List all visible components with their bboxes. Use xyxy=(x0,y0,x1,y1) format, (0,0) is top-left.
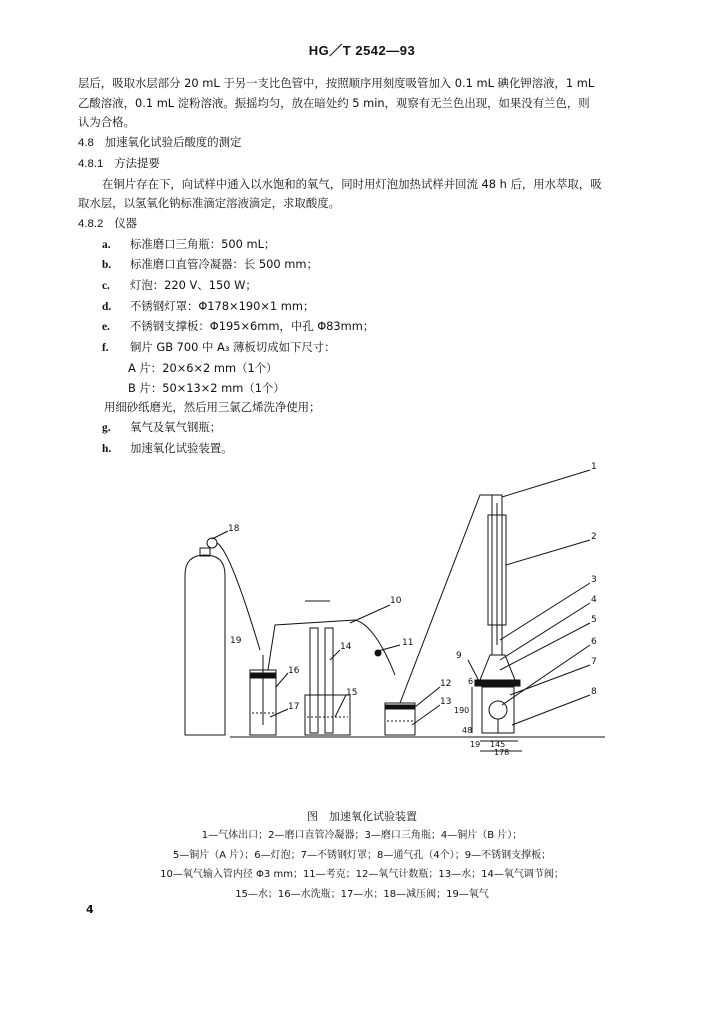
legend-line: 10—氧气输入管内径 Φ3 mm；11—考克；12—氧气计数瓶；13—水；14—氧气调节阀； xyxy=(160,869,564,880)
figure-legend xyxy=(0,826,724,904)
leader-10 xyxy=(350,605,390,623)
leader-6 xyxy=(502,645,590,705)
leader-16 xyxy=(276,673,288,687)
section-number: 4.8 xyxy=(78,137,94,150)
conical-flask xyxy=(480,655,515,680)
support-plate xyxy=(475,680,520,686)
callout-6: 6 xyxy=(591,637,597,647)
oxygen-cylinder xyxy=(185,555,225,735)
dim-178: 178 xyxy=(494,748,510,755)
document-body xyxy=(78,74,658,459)
list-item: f. 铜片 GB 700 中 A₃ 薄板切成如下尺寸： xyxy=(102,340,336,355)
callout-4: 4 xyxy=(591,595,597,605)
legend-line: 15—水；16—水洗瓶；17—水；18—减压阀；19—氧气 xyxy=(235,888,489,900)
sub-item-a: A 片：20×6×2 mm（1个） xyxy=(128,360,278,375)
callout-11: 11 xyxy=(402,638,414,648)
page-header xyxy=(0,40,724,59)
continued-line-1: 层后，吸取水层部分 20 mL 于另一支比色管中，按照顺序用刻度吸管加入 0.1 mL 碘化钾溶液，1 mL xyxy=(78,76,595,90)
dim-6: 6 xyxy=(468,677,474,686)
sub-item-b: B 片：50×13×2 mm（1个） xyxy=(128,380,285,395)
dim-145: 145 xyxy=(490,740,506,749)
leader-1 xyxy=(502,470,590,497)
callout-15: 15 xyxy=(346,688,358,698)
method-line-2: 取水层，以氢氧化钠标准滴定溶液滴定，求取酸度。 xyxy=(78,196,340,211)
list-item: h. 加速氧化试验装置。 xyxy=(102,440,233,455)
callout-5: 5 xyxy=(591,615,597,625)
leader-14 xyxy=(330,650,340,660)
callout-3: 3 xyxy=(591,575,597,585)
figure-caption: 图 加速氧化试验装置 xyxy=(307,810,417,823)
legend-line: 5—铜片（A 片）；6—灯泡；7—不锈钢灯罩；8—通气孔（4个）；9—不锈钢支撑板； xyxy=(172,849,552,861)
section-title: 加速氧化试验后酸度的测定 xyxy=(104,135,242,150)
section-4-8-2-heading xyxy=(78,214,658,235)
callout-19: 19 xyxy=(230,636,242,646)
leader-2 xyxy=(506,540,590,565)
counting-bottle-stopper xyxy=(385,705,415,709)
continued-line-2: 乙酸溶液，0.1 mL 淀粉溶液。振摇均匀，放在暗处约 5 min，观察有无兰色出现，如果没有兰色，则 xyxy=(78,95,590,110)
leader-15 xyxy=(335,695,346,717)
callout-7: 7 xyxy=(591,657,597,667)
leader-18 xyxy=(212,531,228,539)
list-item: c. 灯泡：220 V、150 W； xyxy=(102,278,257,293)
callout-18: 18 xyxy=(228,524,240,534)
dim-19: 19 xyxy=(470,740,481,749)
leader-13 xyxy=(412,705,440,725)
page-number: 4 xyxy=(86,903,94,916)
section-4-8-heading xyxy=(78,133,658,154)
leader-8 xyxy=(512,695,590,725)
leader-7 xyxy=(510,665,590,695)
apparatus-diagram xyxy=(150,455,620,755)
section-number: 4.8.2 xyxy=(78,217,104,230)
callout-2: 2 xyxy=(591,532,597,542)
list-item: g. 氧气及氧气钢瓶； xyxy=(102,419,222,434)
callout-16: 16 xyxy=(288,666,300,676)
section-number: 4.8.1 xyxy=(78,157,104,170)
reducing-valve xyxy=(207,538,217,548)
list-item: d. 不锈钢灯罩：Φ178×190×1 mm； xyxy=(102,298,315,313)
dim-48: 48 xyxy=(462,726,473,735)
continued-line-3: 认为合格。 xyxy=(78,115,135,130)
callout-17: 17 xyxy=(288,702,300,712)
callout-10: 10 xyxy=(390,596,402,606)
list-item: e. 不锈钢支撑板：Φ195×6mm，中孔 Φ83mm； xyxy=(102,319,375,334)
standard-number: HG／T 2542—93 xyxy=(308,43,416,58)
callout-13: 13 xyxy=(440,697,452,707)
oxygen-tube xyxy=(217,543,260,650)
leader-5 xyxy=(500,623,590,670)
apparatus-figure xyxy=(150,455,620,755)
legend-line: 1—气体出口；2—磨口直管冷凝器；3—磨口三角瓶；4—铜片（B 片）； xyxy=(201,830,523,841)
leader-12 xyxy=(415,687,440,707)
callout-8: 8 xyxy=(591,687,597,697)
list-item: a. 标准磨口三角瓶：500 mL； xyxy=(102,236,276,251)
list-item: b. 标准磨口直管冷凝器：长 500 mm； xyxy=(102,257,318,272)
section-title: 方法提要 xyxy=(114,155,160,170)
callout-14: 14 xyxy=(340,642,352,652)
oxygen-input-tube xyxy=(400,495,495,703)
dim-190: 190 xyxy=(454,706,470,715)
callout-9: 9 xyxy=(456,651,462,661)
polish-note: 用细砂纸磨光，然后用三氯乙烯洗净使用； xyxy=(104,400,321,415)
method-line-1: 在铜片存在下，向试样中通入以水饱和的氧气，同时用灯泡加热试样并回流 48 h 后，用水萃取，吸 xyxy=(102,176,602,191)
section-title: 仪器 xyxy=(114,215,138,230)
callout-1: 1 xyxy=(591,462,597,472)
callout-12: 12 xyxy=(440,679,452,689)
section-4-8-1-heading xyxy=(78,154,658,175)
